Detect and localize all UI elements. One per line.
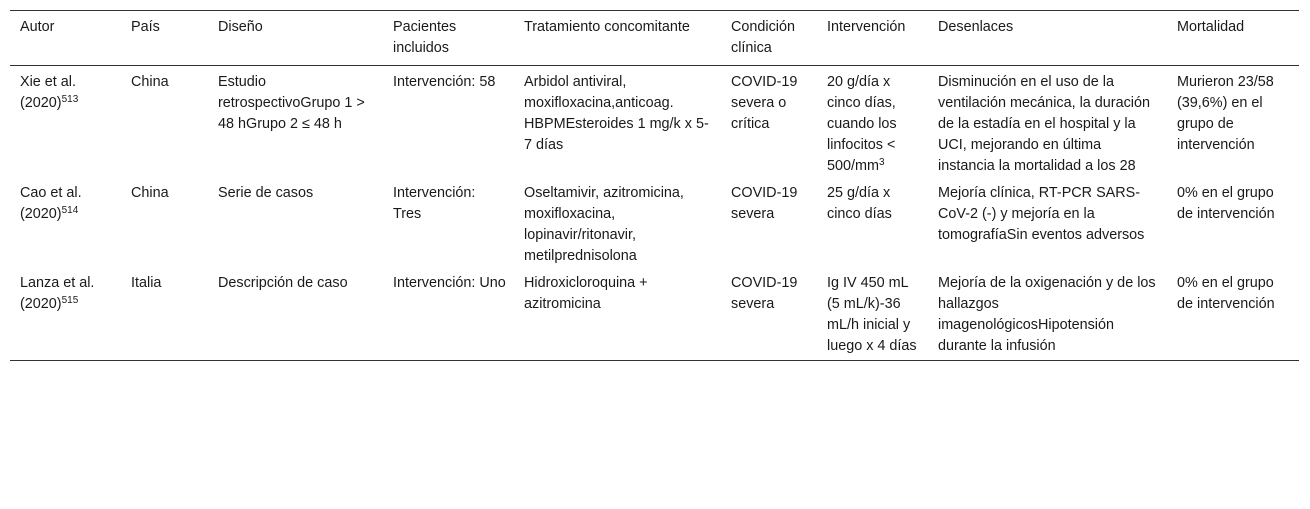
cell-mortalidad: 0% en el grupo de intervención xyxy=(1177,275,1275,312)
table-row xyxy=(10,180,1299,270)
header-pacientes: Pacientes incluidos xyxy=(393,19,457,56)
ref-superscript: 515 xyxy=(61,295,79,306)
cell-desenlaces: Mejoría de la oxigenación y de los hallazgos imagenológicosHipotensión durante la infusión xyxy=(938,275,1156,354)
header-intervencion: Intervención xyxy=(827,19,906,35)
cell-intervencion xyxy=(817,66,928,181)
autor-text: Lanza et al. (2020) xyxy=(20,275,95,312)
header-autor: Autor xyxy=(20,19,55,35)
cell-diseno: Serie de casos xyxy=(218,185,314,201)
cell-mortalidad: Murieron 23/58 (39,6%) en el grupo de intervención xyxy=(1177,74,1274,153)
cell-autor xyxy=(10,180,121,270)
autor-text: Xie et al. (2020) xyxy=(20,74,76,111)
cell-tratamiento: Hidroxicloroquina + azitromicina xyxy=(524,275,648,312)
cell-pacientes: Intervención: 58 xyxy=(393,74,496,90)
cell-pais: Italia xyxy=(131,275,162,291)
cell-mortalidad: 0% en el grupo de intervención xyxy=(1177,185,1275,222)
header-row xyxy=(10,11,1299,66)
header-mortalidad: Mortalidad xyxy=(1177,19,1245,35)
cell-desenlaces: Mejoría clínica, RT-PCR SARS- CoV-2 (-) y mejoría en la tomografíaSin eventos adversos xyxy=(938,185,1145,243)
header-desenlaces: Desenlaces xyxy=(938,19,1014,35)
cell-autor xyxy=(10,66,121,181)
cell-pacientes: Intervención: Uno xyxy=(393,275,506,291)
ref-superscript: 513 xyxy=(61,94,79,105)
autor-text: Cao et al. (2020) xyxy=(20,185,82,222)
header-pais: País xyxy=(131,19,160,35)
header-condicion: Condición clínica xyxy=(731,19,795,56)
header-diseno: Diseño xyxy=(218,19,263,35)
table-row xyxy=(10,270,1299,361)
cell-diseno: Descripción de caso xyxy=(218,275,348,291)
cell-tratamiento: Oseltamivir, azitromicina, moxifloxacina, lopinavir/ritonavir, metilprednisolona xyxy=(524,185,684,264)
cell-condicion: COVID-19 severa xyxy=(731,185,798,222)
cell-intervencion: 25 g/día x cinco días xyxy=(827,185,892,222)
cell-diseno: Estudio retrospectivoGrupo 1 > 48 hGrupo 2 ≤ 48 h xyxy=(218,74,365,132)
unit-superscript: 3 xyxy=(878,157,885,168)
intervencion-text: 20 g/día x cinco días, cuando los linfocitos < 500/mm xyxy=(827,74,897,174)
cell-pais: China xyxy=(131,185,169,201)
ref-superscript: 514 xyxy=(61,205,79,216)
cell-condicion: COVID-19 severa xyxy=(731,275,798,312)
cell-pacientes: Intervención: Tres xyxy=(393,185,476,222)
cell-desenlaces: Disminución en el uso de la ventilación mecánica, la duración de la estadía en el hospital y la UCI, mejorando en última instancia la mortalidad a los 28 xyxy=(938,74,1150,174)
cell-autor xyxy=(10,270,121,361)
cell-tratamiento: Arbidol antiviral, moxifloxacina,anticoag. HBPMEsteroides 1 mg/k x 5-7 días xyxy=(524,74,709,153)
header-tratamiento: Tratamiento concomitante xyxy=(524,19,690,35)
cell-intervencion: Ig IV 450 mL (5 mL/k)-36 mL/h inicial y luego x 4 días xyxy=(827,275,917,354)
studies-table xyxy=(10,10,1299,361)
cell-pais: China xyxy=(131,74,169,90)
table-row xyxy=(10,66,1299,181)
cell-condicion: COVID-19 severa o crítica xyxy=(731,74,798,132)
